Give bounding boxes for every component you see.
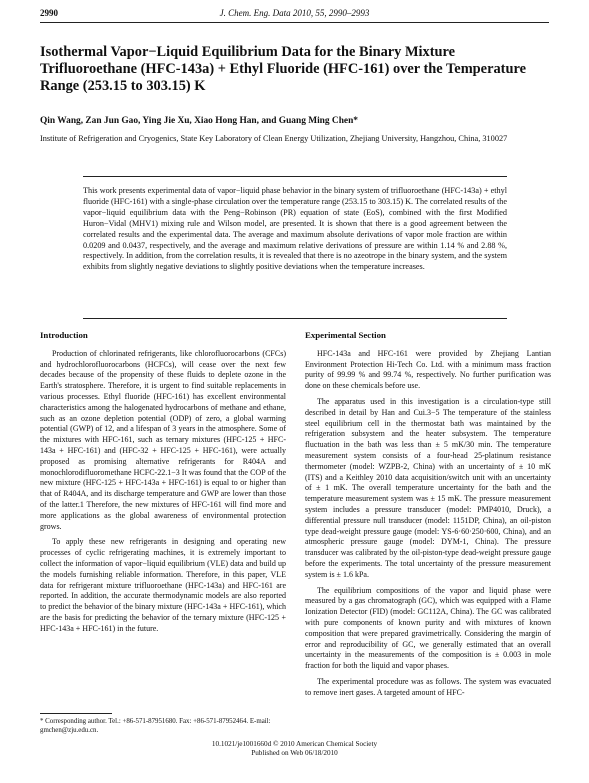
article-title: Isothermal Vapor−Liquid Equilibrium Data for the Binary Mixture Trifluoroethane (HFC-143a) + Ethyl Fluoride (HFC-161) over the Temperature Range (253.15 to 303.15) K xyxy=(40,44,526,94)
footnote-rule xyxy=(40,713,112,714)
author-list: Qin Wang, Zan Jun Gao, Ying Jie Xu, Xiao Hong Han, and Guang Ming Chen* xyxy=(40,116,358,126)
running-header xyxy=(40,8,549,22)
right-column xyxy=(305,330,551,704)
intro-paragraph: Production of chlorinated refrigerants, like chlorofluorocarbons (CFCs) and hydrochlorofluorocarbons (HCFCs), will cease over the next few decades because of the propensity of these fluids to deplete ozone in the Earth's stratosphere. Therefore, it is urgent to find suitable replacements in various processes. Ethyl fluoride (HFC-161) has excellent environmental characteristics among the halogenated hydrocarbons of methane and ethane, such as an ozone depletion potential (ODP) of zero, a global warming potential (GWP) of 12, and a lifespan of 3 years in the atmosphere. Some of the mixtures with HFC-161, such as ternary mixtures (HFC-125 + HFC-143a + HFC-161) and (HFC-32 + HFC-125 + HFC-161), were actually proposed as promising alternative refrigerants for R404A and monochlorodifluoromethane HCFC-22.1−3 It was found that the COP of the new mixture (HFC-125 + HFC-143a + HFC-161) is equal to or higher than that of R404A, and its discharge temperature and GWP are lower than those of the latter.1 Therefore, the new mixtures of HFC-161 will find more and more applications as the global awareness of environmental protection grows. xyxy=(40,348,286,531)
experimental-paragraph: The equilibrium compositions of the vapor and liquid phase were measured by a gas chromatograph (GC), which was equipped with a Flame Ionization Detector (FID) (model: GC112A, China). The GC was calibrated with pure components of known purity and with mixtures of known composition that were prepared gravimetrically. Considering the margin of error and reproducibility of GC, we generally estimated that an overall uncertainty in the measurements of the composition is ± 0.003 in mole fraction for both the liquid and vapor phases. xyxy=(305,585,551,671)
experimental-paragraph: The apparatus used in this investigation is a circulation-type still described in detail by Han and Cui.3−5 The temperature of the stainless steel equilibrium cell in the thermostat bath was maintained by the refrigeration subsystem and the heater subsystem. The temperature fluctuation in the bath was less than ± 5 mK/30 min. The temperature measurement system consists of a four-head 25-platinum resistance thermometer (model: WZPB-2, China) with an uncertainty of ± 10 mK (ITS) and a Keithley 2010 data acquisition/switch unit with an uncertainty of ± 1 mK. The overall temperature uncertainty for the bath and the temperature measurement system was ± 15 mK. The pressure measurement system includes a pressure transducer (model: PMP4010, Druck), a differential pressure null transducer (model: 1151DP, China), an oil-piston type dead-weight pressure gauge (model: YS-6·60·250·600, China), and an atmospheric pressure gauge (model: DYM-1, China). The pressure transducer was calibrated by the oil-piston-type dead-weight pressure gauge before the experiments. The total uncertainty of the pressure measurement system is ± 1.6 kPa. xyxy=(305,396,551,579)
doi-copyright: 10.1021/je1001660d © 2010 American Chemical Society xyxy=(211,740,378,748)
intro-paragraph: To apply these new refrigerants in designing and operating new processes of cyclic refrigerating machines, it is extremely important to collect the information of vapor−liquid equilibrium (VLE) data and build up the models furnishing reliable information. Therefore, in this paper, VLE data for refrigerant mixture trifluoroethane (HFC-143a) and HFC-161 are reported. In addition, the accurate thermodynamic models are also reported to predict the behavior of the binary mixture (HFC-143a + HFC-161), which are the basis for predicting the behavior of the ternary mixture (HFC-125 + HFC-143a + HFC-161) in the future. xyxy=(40,537,286,633)
abstract-bottom-rule xyxy=(83,318,507,319)
abstract-top-rule xyxy=(83,176,507,177)
abstract: This work presents experimental data of vapor−liquid phase behavior in the binary system of trifluoroethane (HFC-143a) + ethyl fluoride (HFC-161) with a single-phase circulation over the temperature range (253.15 to 303.15) K. The correlated results of the vapor−liquid equilibrium data with the Peng−Robinson (PR) equation of state (EoS), combined with the first Modified Huron−Vidal (MHV1) mixing rule and Wilson model, are presented. It is shown that there is a good agreement between the correlated results and the experimental data. The average and maximum absolute derivations of vapor mole fraction are within 0.0209 and 0.0437, respectively, and the average and maximum relative derivations of pressure are within 1.14 % and 2.88 %, respectively. In addition, from the correlation results, it is revealed that there is no azeotrope in the binary system, and the system exhibits from slightly negative deviations to slightly positive deviations when the temperature increases. xyxy=(83,186,507,272)
experimental-paragraph: The experimental procedure was as follows. The system was evacuated to remove inert gases. A targeted amount of HFC- xyxy=(305,676,551,697)
page-number: 2990 xyxy=(40,8,58,18)
introduction-heading: Introduction xyxy=(40,330,88,340)
experimental-paragraph: HFC-143a and HFC-161 were provided by Zhejiang Lantian Environment Protection Hi-Tech Co. Ltd. with a minimum mass fraction purity of 99.99 % and 99.74 %, respectively. No further purification was done on these chemicals before use. xyxy=(305,348,551,391)
header-rule xyxy=(40,22,549,23)
page-footer xyxy=(40,740,549,758)
affiliation: Institute of Refrigeration and Cryogenics, State Key Laboratory of Clean Energy Utilization, Zhejiang University, Hangzhou, China, 310027 xyxy=(40,134,508,143)
publication-date: Published on Web 06/18/2010 xyxy=(251,749,338,757)
left-column xyxy=(40,330,286,640)
journal-citation: J. Chem. Eng. Data 2010, 55, 2990–2993 xyxy=(219,8,370,18)
corresponding-author-footnote: * Corresponding author. Tel.: +86-571-87951680. Fax: +86-571-87952464. E-mail: gmchen@zju.edu.cn. xyxy=(40,718,271,734)
experimental-heading: Experimental Section xyxy=(305,330,386,340)
